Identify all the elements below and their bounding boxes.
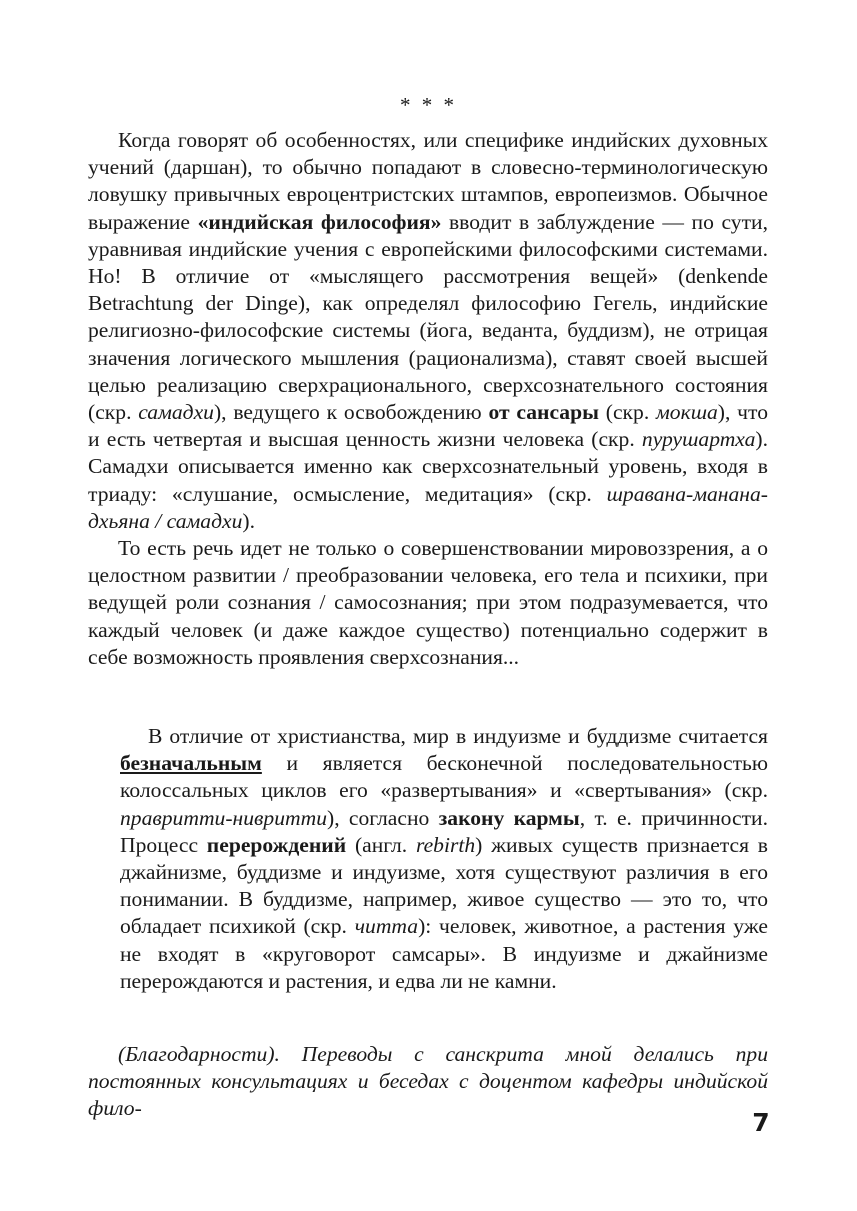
italic-term-purushartha: пурушартха bbox=[641, 427, 756, 452]
bold-term-rebirths: перерождений bbox=[206, 832, 347, 857]
text-run: , т. е. причинности. Процесс bbox=[120, 805, 768, 857]
text-run: ). bbox=[242, 508, 255, 533]
page-number: 7 bbox=[752, 1108, 770, 1137]
text-run: вводит в заблуждение — по сути, уравнивая индийские учения с европейскими философскими системами. Но! В отличие от «мыслящего рассмотрения вещей» (denkende Betrachtung der Dinge), как определял философию Гегель, индийские религиозно-философские системы (йога, веданта, буддизм), не отрицая значения логического мышления (рационализма), ставят своей высшей целью реализацию сверхрационального, сверхсознательного состояния (скр. bbox=[88, 209, 768, 425]
text-run: и является бесконечной последовательностью колоссальных циклов его «развертывания» и «свертывания» (скр. bbox=[120, 751, 768, 803]
bold-term-indian-philosophy: «индийская философия» bbox=[197, 209, 442, 234]
text-run: ) живых существ признается в джайнизме, буддизме и индуизме, хотя существуют различия в его понимании. В буддизме, например, живое существо — это то, что обладает психикой (скр. bbox=[120, 832, 768, 939]
bold-term-from-samsara: от сансары bbox=[488, 400, 599, 425]
text-run: Когда говорят об особенностях, или специфике индийских духовных учений (даршан), то обычно попадают в словесно-терминологическую ловушку привычных евроцентристских штампов, европеизмов. Обычное выражение bbox=[88, 128, 768, 234]
paragraph-cycles bbox=[120, 723, 768, 995]
main-text bbox=[88, 127, 768, 671]
paragraph-development: То есть речь идет не только о совершенствовании мировоззрения, а о целостном развитии / преобразовании человека, его тела и психики, при ведущей роли сознания / самосознания; при этом подразумевается, что каждый человек (и даже каждое существо) потенциально содержит в себе возможность проявления сверхсознания... bbox=[88, 536, 768, 669]
text-run: ), что и есть четвертая и высшая ценность жизни человека (скр. bbox=[88, 400, 768, 452]
italic-term-rebirth: rebirth bbox=[415, 832, 476, 857]
text-run: ), ведущего к освобождению bbox=[213, 400, 489, 425]
text-run: В отличие от христианства, мир в индуизме и буддизме считается bbox=[148, 724, 768, 748]
text-run: ): человек, животное, а растения уже не входят в «круговорот самсары». В индуизме и джайнизме перерождаются и растения, и едва ли не камни. bbox=[120, 914, 768, 993]
bold-underlined-term-beginningless bbox=[120, 751, 262, 775]
underlined-text: безначальным bbox=[120, 751, 262, 776]
text-run: (англ. bbox=[346, 832, 416, 857]
italic-term-samadhi: самадхи bbox=[138, 400, 214, 425]
bold-term-law-of-karma: закону кармы bbox=[438, 805, 580, 830]
quote-block bbox=[120, 723, 768, 995]
italic-term-shravana: шравана-манана-дхьяна / самадхи bbox=[88, 481, 768, 533]
italic-term-chitta: читта bbox=[354, 914, 419, 939]
text-run: (скр. bbox=[598, 400, 657, 425]
italic-term-pravritti: правритти-нивритти bbox=[120, 805, 327, 830]
text-run: ). Самадхи описывается именно как сверхсознательный уровень, входя в триаду: «слушание, осмысление, медитация» (скр. bbox=[88, 427, 768, 506]
text-run: ), согласно bbox=[327, 805, 439, 830]
paragraph-indian-teachings bbox=[88, 127, 768, 535]
paragraph-acknowledgments: (Благодарности). Переводы с санскрита мной делались при постоянных консультациях и беседах с доцентом кафедры индийской фило- bbox=[88, 1042, 768, 1121]
section-separator: * * * bbox=[400, 93, 457, 117]
acknowledgments-block bbox=[88, 1041, 768, 1123]
italic-term-moksha: мокша bbox=[656, 400, 718, 425]
